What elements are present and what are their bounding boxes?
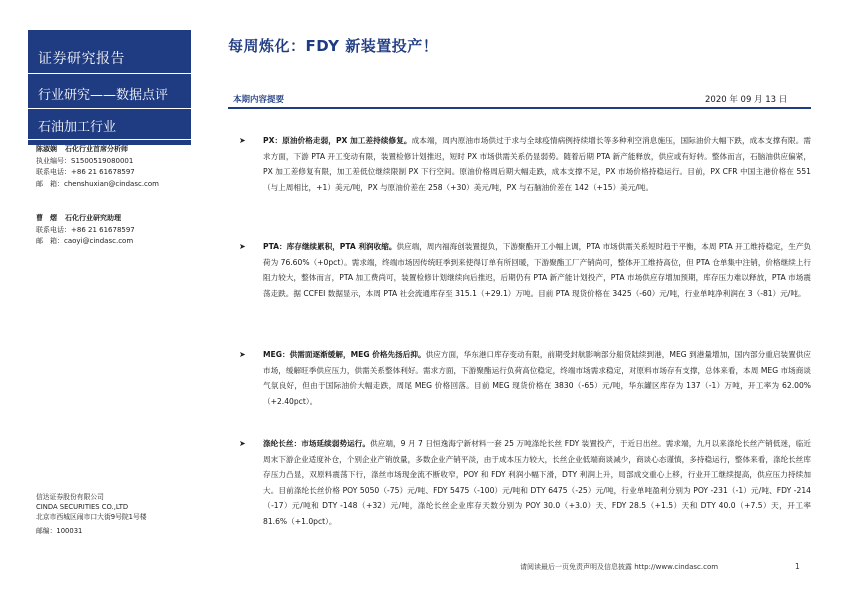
company-zip: 邮编：100031 <box>36 527 83 535</box>
analyst-license: 执业编号：S1500519080001 <box>36 156 134 165</box>
summary-list <box>233 133 811 544</box>
sidebar <box>28 30 191 545</box>
header-rule <box>228 107 811 109</box>
summary-item-polyester <box>233 436 811 544</box>
bullet-arrow-icon: ➤ <box>239 136 246 145</box>
summary-lead: 涤纶长丝：市场延续弱势运行。 <box>263 439 371 448</box>
summary-item-meg <box>233 347 811 436</box>
analyst-title: 石化行业研究助理 <box>65 214 121 222</box>
bullet-arrow-icon: ➤ <box>239 242 246 251</box>
company-info <box>36 492 147 536</box>
bullet-arrow-icon: ➤ <box>239 439 246 448</box>
analyst-name: 陈淑娴 <box>36 145 57 153</box>
company-address: 北京市西城区闹市口大街9号院1号楼 <box>36 513 147 521</box>
analyst-email[interactable]: 邮 箱：chenshuxian@cindasc.com <box>36 179 159 188</box>
summary-lead: PTA：库存继续累积，PTA 利润收缩。 <box>263 242 397 251</box>
summary-item-px <box>233 133 811 239</box>
analyst-phone: 联系电话：+86 21 61678597 <box>36 168 135 176</box>
analyst-card-1 <box>36 144 159 190</box>
report-date: 2020 年 09 月 13 日 <box>705 95 788 105</box>
footer-disclaimer-link[interactable]: 请阅读最后一页免责声明及信息披露 http://www.cindasc.com <box>520 563 719 571</box>
summary-text: 供应端，周内福海创装置提负，下游聚酯开工小幅上调，PTA 市场供需关系短时趋于平衡，本周 PTA 开工维持稳定，生产负荷为 76.60%（+0pct）。需求端，终端市场因传统旺季到来使得订单有所回暖，下游聚酯工厂产销尚可，整体开工维持高位，但 PTA 仓单集中注销，价格继续上行阻力较大，整体而言，PTA 加工费尚可，装置检修计划继续向后推迟，后期仍有 PTA 新产能计划投产，PTA 市场供应存增加预期，库存压力难以释放，PTA 市场震荡走跌。据 CCFEI 数据显示，本周 PTA 社会流通库存至 315.1（+29.1）万吨。目前 PTA 现货价格在 3425（-60）元/吨，行业单吨净利润在 3（-81）元/吨。 <box>263 242 812 298</box>
summary-lead: MEG：供需面逐渐缓解，MEG 价格先扬后抑。 <box>263 350 426 359</box>
section-heading: 本期内容提要 <box>233 95 285 105</box>
summary-text: 供应端，9 月 7 日恒逸海宁新材料一套 25 万吨涤纶长丝 FDY 装置投产，于近日出丝。需求端，九月以来涤纶长丝产销低迷，临近周末下游企业适度补仓，个别企业产销放量，多数企业产销平淡，由于成本压力较大，长丝企业低端商谈减少，商谈心态谨慎，多持稳运行，整体来看，涤纶长丝库存压力凸显，双原料震荡下行，涤丝市场现金流不断收窄，POY 和 FDY 利润小幅下滑，DTY 利润上升，局部成交重心上移，行业开工继续提高，供应压力持续加大。目前涤纶长丝价格 POY 5050（-75）元/吨、FDY 5475（-100）元/吨和 DTY 6475（-25）元/吨，行业单吨盈利分别为 POY -231（-1）元/吨、FDY -214（-17）元/吨和 DTY -148（+32）元/吨，涤纶长丝企业库存天数分别为 POY 30.0（+3.0）天、FDY 28.5（+1.5）天和 DTY 40.0（+7.5）天，开工率 81.6%（+1.0pct）。 <box>263 439 812 526</box>
report-type-label: 证券研究报告 <box>38 51 125 67</box>
analyst-phone: 联系电话：+86 21 61678597 <box>36 225 135 234</box>
analyst-card-2 <box>36 213 135 248</box>
summary-text: 成本端，周内原油市场供过于求与全球疫情病例持续增长等多种利空消息施压，国际油价大幅下跌，成本支撑有限。需求方面，下游 PTA 开工变动有限，装置检修计划推迟，短时 PX 市场供需关系仍显弱势。随着后期 PTA 新产能释放，供应或有好转。整体而言，石脑油供应偏紧，PX 加工差修复有限，加工差低位继续限制 PX 下行空间。原油价格周后期大幅走跌，成本支撑不足，PX 市场价格持稳运行。目前，PX CFR 中国主港价格在 551（与上周相比，+1）美元/吨，PX 与原油价差在 258（+30）美元/吨，PX 与石脑油价差在 142（+15）美元/吨。 <box>263 136 812 192</box>
summary-text: 供应方面，华东港口库存变动有限，前期受封航影响部分船货陆续到港，MEG 到港量增加，国内部分重启装置供应市场，缓解旺季供应压力，供需关系整体利好。需求方面，下游聚酯运行负荷高位稳定，终端市场需求稳定，对原料市场存有支撑，总体来看，本周 MEG 市场商谈气氛良好，但由于国际油价大幅走跌，周尾 MEG 价格回落。目前 MEG 现货价格在 3830（-65）元/吨，华东罐区库存为 137（-1）万吨，开工率为 62.00%（+2.40pct）。 <box>263 350 811 406</box>
summary-item-pta <box>233 239 811 347</box>
page-number: 1 <box>795 562 800 571</box>
analyst-email[interactable]: 邮 箱：caoyi@cindasc.com <box>36 237 134 245</box>
report-category-label: 行业研究——数据点评 <box>38 88 169 103</box>
company-name-cn: 信达证券股份有限公司 <box>36 493 104 501</box>
analyst-name: 曹 熠 <box>36 214 57 222</box>
summary-lead: PX：原油价格走弱，PX 加工差持续修复。 <box>263 136 412 145</box>
analyst-title: 石化行业首席分析师 <box>65 145 128 153</box>
report-category-band <box>28 74 191 108</box>
company-name-en: CINDA SECURITIES CO.,LTD <box>36 503 129 511</box>
industry-band <box>28 109 191 139</box>
page-title: 每周炼化：FDY 新装置投产！ <box>228 37 439 55</box>
industry-label: 石油加工行业 <box>38 120 117 135</box>
bullet-arrow-icon: ➤ <box>239 350 246 359</box>
report-type-band <box>28 30 191 73</box>
